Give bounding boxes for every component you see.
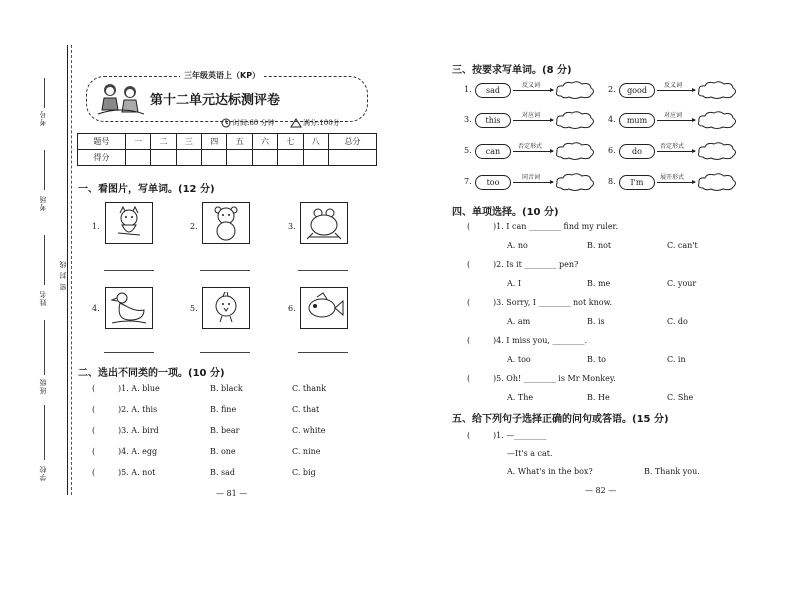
paren: (	[92, 468, 96, 477]
picture-box	[202, 202, 250, 244]
full-score-label: 满分:100分	[303, 119, 340, 127]
score-cell: 四	[202, 134, 227, 150]
score-table-score-row	[78, 150, 377, 166]
score-cell: 一	[125, 134, 150, 150]
score-blank[interactable]	[227, 150, 252, 166]
paren: (	[92, 426, 96, 435]
answer-line[interactable]	[104, 352, 154, 353]
option-b: B. one	[210, 447, 236, 456]
time-label: 时间:60 分钟	[233, 119, 275, 127]
relation-label: 同音词	[522, 174, 541, 181]
answer-text: —It's a cat.	[507, 449, 553, 458]
exam-number-line	[44, 78, 45, 108]
option-a: A. What's in the box?	[507, 467, 593, 476]
score-row-label: 得分	[78, 150, 126, 166]
section4-title: 四、单项选择。(10 分)	[452, 207, 559, 218]
arrow-icon	[657, 90, 695, 91]
cat-icon	[106, 203, 152, 243]
bear-icon	[203, 203, 249, 243]
relation-label: 反义词	[664, 82, 683, 89]
paren: (	[467, 374, 471, 383]
score-cell: 二	[151, 134, 176, 150]
score-blank[interactable]	[252, 150, 277, 166]
option-c: C. in	[667, 355, 686, 364]
relation-label: 展开形式	[660, 174, 685, 181]
relation-label: 否定形式	[518, 143, 543, 150]
score-icon	[290, 118, 302, 128]
score-cell: 六	[252, 134, 277, 150]
option-b: B. Thank you.	[644, 467, 700, 476]
option-b: B. is	[587, 317, 605, 326]
word-pill: mum	[619, 113, 655, 128]
option-c: C. thank	[292, 384, 327, 393]
option-c: C. that	[292, 405, 320, 414]
option-b: B. to	[587, 355, 606, 364]
class-label: 班级	[39, 378, 47, 394]
arrow-icon	[657, 120, 695, 121]
cloud-answer-icon[interactable]	[555, 141, 595, 161]
picture-box	[105, 287, 153, 329]
picture-box	[300, 287, 348, 329]
school-line	[44, 405, 45, 460]
score-blank[interactable]	[303, 150, 328, 166]
option-c: C. your	[667, 279, 697, 288]
subtitle: 三年级英语上（KP）	[180, 70, 264, 81]
score-cell: 五	[227, 134, 252, 150]
cloud-answer-icon[interactable]	[697, 110, 737, 130]
answer-line[interactable]	[104, 270, 154, 271]
option-b: B. bear	[210, 426, 240, 435]
name-label: 姓名	[39, 290, 47, 306]
item-number: 2.	[190, 222, 198, 231]
option-b: B. not	[587, 241, 612, 250]
score-blank[interactable]	[125, 150, 150, 166]
score-blank[interactable]	[151, 150, 176, 166]
paren: (	[467, 336, 471, 345]
option-b: B. black	[210, 384, 243, 393]
question-stem: )5. A. not	[118, 468, 156, 477]
item-number: 7.	[464, 177, 472, 186]
option-b: B. fine	[210, 405, 237, 414]
word-pill: do	[619, 144, 655, 159]
item-number: 1.	[464, 85, 472, 94]
answer-line[interactable]	[200, 270, 250, 271]
option-c: C. nine	[292, 447, 321, 456]
section3-title: 三、按要求写单词。(8 分)	[452, 65, 572, 76]
page-number-right: — 82 —	[585, 486, 617, 495]
score-blank[interactable]	[278, 150, 303, 166]
option-c: C. white	[292, 426, 326, 435]
item-number: 2.	[608, 85, 616, 94]
score-blank[interactable]	[328, 150, 376, 166]
question-stem: )4. A. egg	[118, 447, 158, 456]
paren: (	[467, 431, 471, 440]
item-number: 5.	[464, 146, 472, 155]
seal-line-inner	[71, 45, 72, 495]
paren: (	[467, 260, 471, 269]
arrow-icon	[513, 182, 553, 183]
option-b: B. me	[587, 279, 611, 288]
option-a: A. am	[507, 317, 531, 326]
clock-icon	[220, 118, 232, 128]
arrow-icon	[513, 151, 553, 152]
item-number: 1.	[92, 222, 100, 231]
relation-label: 对应词	[664, 112, 683, 119]
item-number: 5.	[190, 304, 198, 313]
page-title: 第十二单元达标测评卷	[150, 93, 281, 108]
cloud-answer-icon[interactable]	[697, 80, 737, 100]
option-c: C. big	[292, 468, 316, 477]
picture-box	[105, 202, 153, 244]
section5-title: 五、给下列句子选择正确的问句或答语。(15 分)	[452, 414, 669, 425]
score-table	[77, 133, 377, 166]
question-stem: )1. A. blue	[118, 384, 160, 393]
bird-icon	[203, 288, 249, 328]
school-label: 学校	[39, 465, 47, 481]
score-cell: 三	[176, 134, 201, 150]
name-line	[44, 235, 45, 285]
question-stem: )1. —________	[493, 431, 547, 440]
question-stem: )4. I miss you, ________.	[493, 336, 588, 345]
option-a: A. The	[507, 393, 534, 402]
cloud-answer-icon[interactable]	[555, 110, 595, 130]
score-blank[interactable]	[202, 150, 227, 166]
picture-box	[300, 202, 348, 244]
cloud-answer-icon[interactable]	[555, 172, 595, 192]
word-pill: sad	[475, 83, 511, 98]
cloud-answer-icon[interactable]	[697, 172, 737, 192]
score-cell: 题号	[78, 134, 126, 150]
score-blank[interactable]	[176, 150, 201, 166]
exam-room-label: 考场	[39, 195, 47, 211]
paren: (	[92, 384, 96, 393]
relation-label: 对应词	[522, 112, 541, 119]
item-number: 6.	[608, 146, 616, 155]
question-stem: )3. A. bird	[118, 426, 159, 435]
score-cell: 总分	[328, 134, 376, 150]
arrow-icon	[513, 90, 553, 91]
word-pill: good	[619, 83, 655, 98]
section1-title: 一、看图片，写单词。(12 分)	[78, 184, 215, 195]
children-illustration-icon	[96, 80, 146, 116]
cloud-answer-icon[interactable]	[697, 141, 737, 161]
question-stem: )5. Oh! ________ is Mr Monkey.	[493, 374, 616, 383]
class-line	[44, 320, 45, 375]
option-c: C. can't	[667, 241, 698, 250]
frog-icon	[301, 203, 347, 243]
option-a: A. no	[507, 241, 528, 250]
seal-label: 密 封 线	[59, 260, 67, 291]
word-pill: I'm	[619, 175, 655, 190]
answer-line[interactable]	[298, 270, 348, 271]
fish-icon	[301, 288, 347, 328]
item-number: 3.	[288, 222, 296, 231]
exam-room-line	[44, 150, 45, 190]
question-stem: )1. I can ________ find my ruler.	[493, 222, 619, 231]
page-number-left: — 81 —	[216, 489, 248, 498]
item-number: 8.	[608, 177, 616, 186]
duck-icon	[106, 288, 152, 328]
item-number: 6.	[288, 304, 296, 313]
option-b: B. sad	[210, 468, 235, 477]
score-table-header-row	[78, 134, 377, 150]
arrow-icon	[513, 120, 553, 121]
word-pill: can	[475, 144, 511, 159]
question-stem: )2. A. this	[118, 405, 158, 414]
section2-title: 二、选出不同类的一项。(10 分)	[78, 368, 225, 379]
relation-label: 反义词	[522, 82, 541, 89]
word-pill: too	[475, 175, 511, 190]
option-a: A. too	[507, 355, 531, 364]
paren: (	[467, 222, 471, 231]
picture-box	[202, 287, 250, 329]
item-number: 3.	[464, 115, 472, 124]
paren: (	[92, 447, 96, 456]
option-a: A. I	[507, 279, 522, 288]
arrow-icon	[657, 151, 695, 152]
question-stem: )2. Is it ________ pen?	[493, 260, 579, 269]
option-b: B. He	[587, 393, 610, 402]
relation-label: 否定形式	[660, 143, 685, 150]
word-pill: this	[475, 113, 511, 128]
exam-number-label: 考号	[39, 110, 47, 126]
answer-line[interactable]	[298, 352, 348, 353]
paren: (	[467, 298, 471, 307]
question-stem: )3. Sorry, I ________ not know.	[493, 298, 613, 307]
score-cell: 七	[278, 134, 303, 150]
cloud-answer-icon[interactable]	[555, 80, 595, 100]
answer-line[interactable]	[200, 352, 250, 353]
item-number: 4.	[608, 115, 616, 124]
item-number: 4.	[92, 304, 100, 313]
arrow-icon	[657, 182, 695, 183]
option-c: C. do	[667, 317, 688, 326]
option-c: C. She	[667, 393, 694, 402]
score-cell: 八	[303, 134, 328, 150]
paren: (	[92, 405, 96, 414]
